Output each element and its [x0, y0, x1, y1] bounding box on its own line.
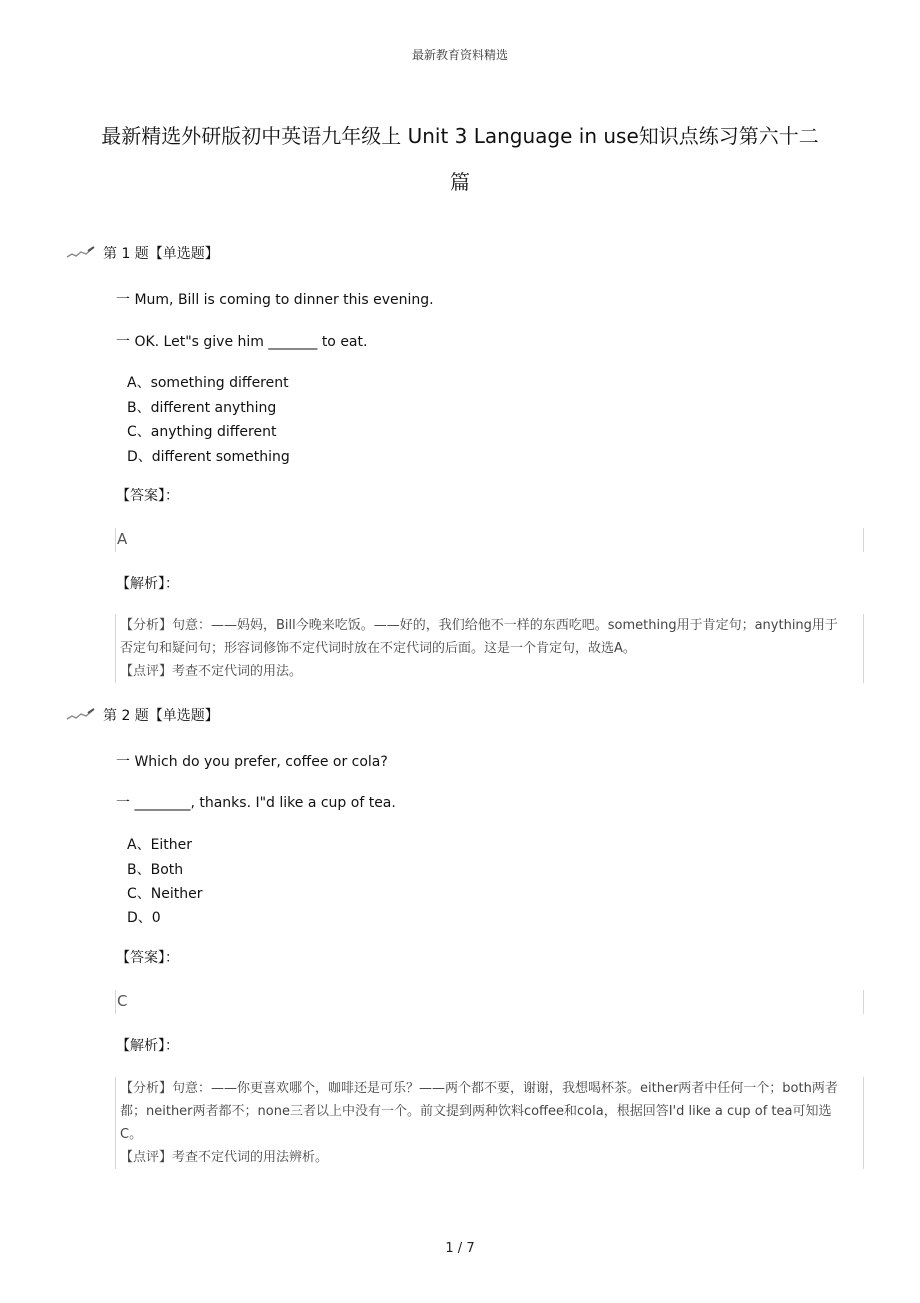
- question-1-title: 第 1 题【单选题】: [103, 246, 219, 262]
- document-title: 最新精选外研版初中英语九年级上 Unit 3 Language in use知识点练习第六十二: [101, 124, 819, 148]
- question-1-answer-box: [115, 528, 864, 552]
- question-1-option-a: A、something different: [127, 375, 289, 391]
- analysis-line: 【分析】句意：——妈妈，Bill今晚来吃饭。——好的，我们给他不一样的东西吃吧。something用于肯定句；anything用于: [120, 618, 838, 633]
- question-1-heading: [66, 244, 266, 264]
- question-2-line-2: 一 ________, thanks. I"d like a cup of tea.: [116, 795, 396, 811]
- question-2-option-c: C、Neither: [127, 886, 203, 902]
- question-1-option-d: D、different something: [127, 449, 290, 465]
- analysis-comment: 【点评】考查不定代词的用法辨析。: [120, 1150, 329, 1165]
- question-2-heading: [66, 706, 266, 726]
- pen-icon: [66, 708, 96, 722]
- question-2-analysis: [115, 1077, 864, 1169]
- question-1-answer-label: 【答案】：: [116, 488, 179, 504]
- question-1-analysis-label: 【解析】：: [116, 576, 179, 592]
- question-2-option-b: B、Both: [127, 862, 184, 878]
- analysis-line: 【分析】句意：——你更喜欢哪个，咖啡还是可乐？——两个都不要，谢谢，我想喝杯茶。either两者中任何一个；both两者: [120, 1081, 838, 1096]
- analysis-line: 否定句和疑问句；形容词修饰不定代词时放在不定代词的后面。这是一个肯定句，故选A。: [120, 641, 636, 656]
- document-title-continued: 篇: [450, 170, 470, 194]
- question-2-answer: C: [117, 992, 128, 1010]
- question-1-line-1: 一 Mum, Bill is coming to dinner this evening.: [116, 292, 434, 308]
- page-header: 最新教育资料精选: [411, 48, 508, 62]
- question-2-answer-box: [115, 990, 864, 1014]
- question-1-answer: A: [117, 530, 128, 548]
- question-2-option-a: A、Either: [127, 837, 193, 853]
- analysis-comment: 【点评】考查不定代词的用法。: [120, 664, 303, 679]
- question-2-title: 第 2 题【单选题】: [103, 708, 219, 724]
- question-1-analysis: [115, 614, 864, 683]
- question-1-option-b: B、different anything: [127, 400, 277, 416]
- question-2-option-d: D、0: [127, 910, 161, 926]
- question-1-option-c: C、anything different: [127, 424, 277, 440]
- analysis-line: C。: [120, 1127, 143, 1142]
- question-2-line-1: 一 Which do you prefer, coffee or cola?: [116, 754, 388, 770]
- question-1-line-2: 一 OK. Let"s give him _______ to eat.: [116, 334, 368, 350]
- pen-icon: [66, 246, 96, 260]
- analysis-line: 都；neither两者都不；none三者以上中没有一个。前文提到两种饮料coffee和cola，根据回答I'd like a cup of tea可知选: [120, 1104, 832, 1119]
- question-2-answer-label: 【答案】：: [116, 950, 179, 966]
- question-2-analysis-label: 【解析】：: [116, 1038, 179, 1054]
- page-number: 1 / 7: [445, 1241, 475, 1256]
